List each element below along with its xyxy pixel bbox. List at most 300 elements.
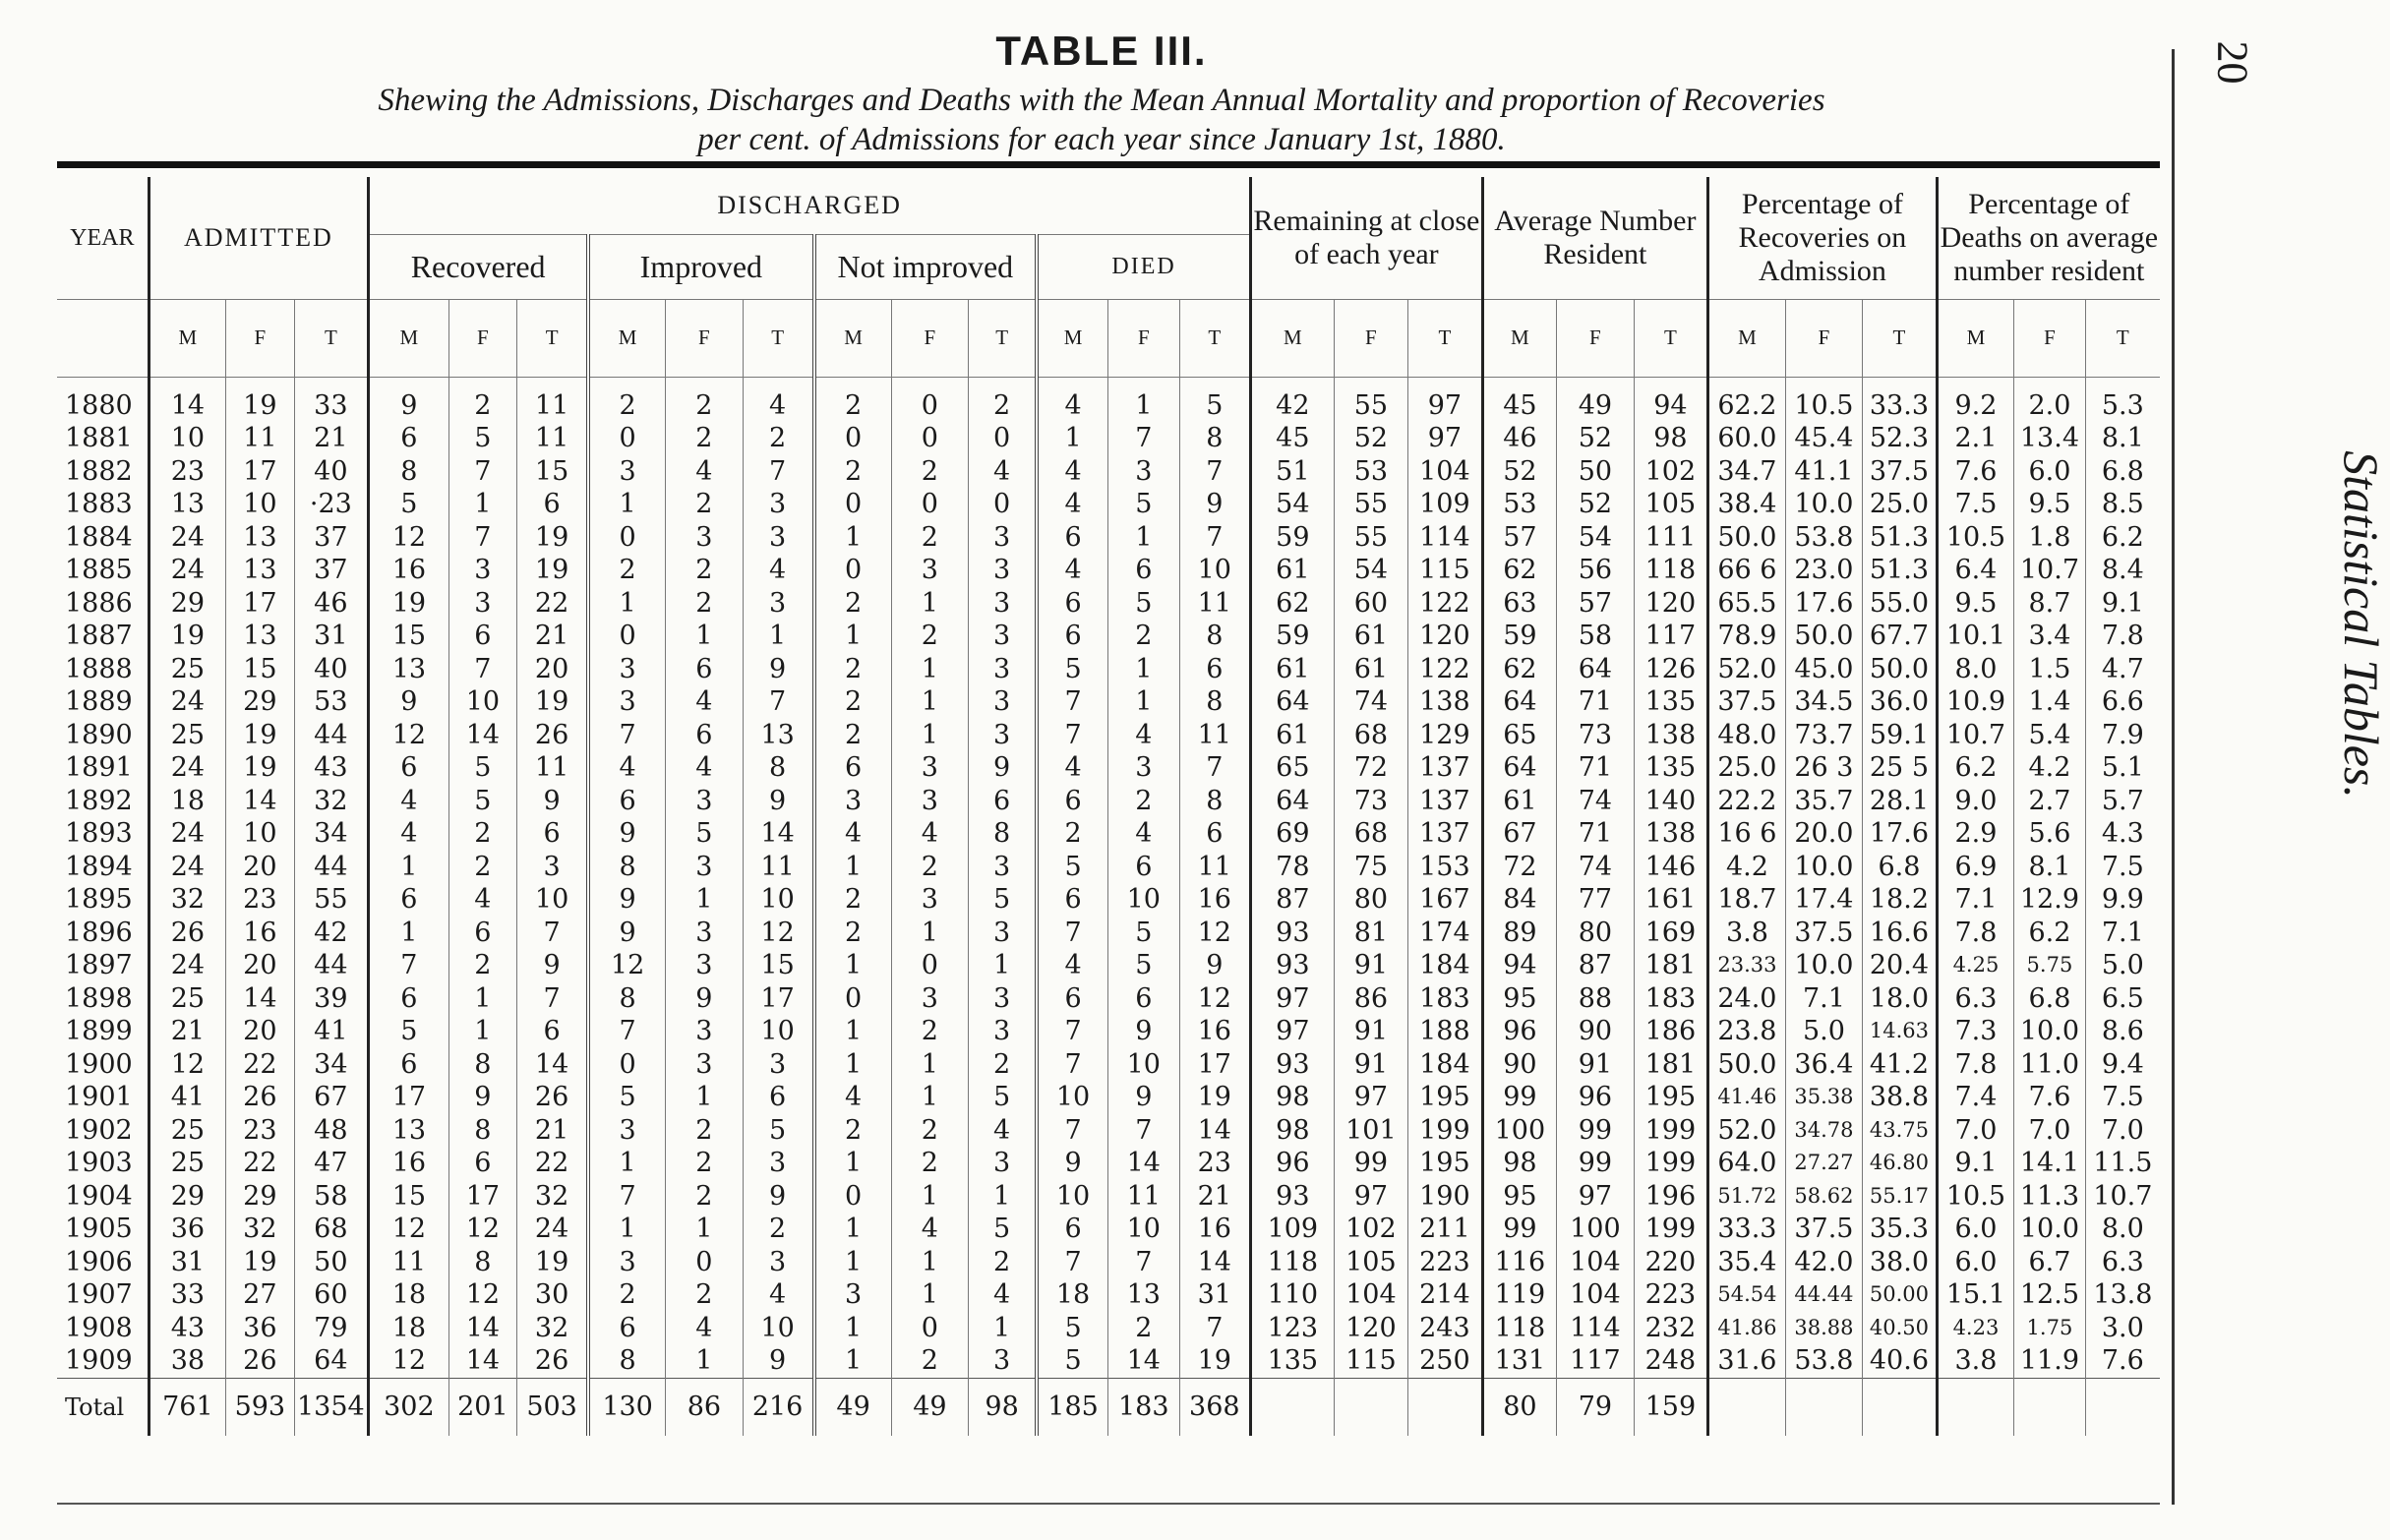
data-cell: 32: [517, 1312, 588, 1345]
data-cell: 14: [743, 817, 813, 851]
data-cell: 57: [1482, 521, 1557, 555]
mft-label: T: [1408, 299, 1483, 377]
data-cell: 36: [149, 1213, 226, 1246]
data-cell: 94: [1482, 949, 1557, 982]
data-cell: 66 6: [1708, 554, 1786, 587]
data-cell: 45.0: [1785, 653, 1863, 686]
total-cell: 185: [1037, 1378, 1107, 1436]
table-row: [57, 377, 2160, 422]
data-cell: 4.2: [1708, 851, 1786, 884]
data-cell: 50: [294, 1246, 369, 1279]
data-cell: 2: [814, 377, 892, 422]
data-cell: 25: [149, 719, 226, 752]
data-cell: 2: [814, 917, 892, 950]
data-cell: 11: [1108, 1180, 1179, 1214]
table-row: [57, 521, 2160, 555]
data-cell: 26 3: [1785, 751, 1863, 785]
data-cell: 11: [517, 377, 588, 422]
data-cell: 19: [517, 521, 588, 555]
data-cell: 10: [1037, 1180, 1107, 1214]
table-row: [57, 785, 2160, 818]
data-cell: 21: [1179, 1180, 1251, 1214]
data-cell: 14: [1179, 1246, 1251, 1279]
data-cell: 4: [666, 751, 744, 785]
data-cell: 3: [969, 521, 1037, 555]
data-cell: 9: [1179, 488, 1251, 521]
data-cell: 11.3: [2014, 1180, 2085, 1214]
data-cell: 5: [969, 1213, 1037, 1246]
data-cell: 53: [1334, 455, 1408, 489]
data-cell: 3: [891, 554, 969, 587]
data-cell: 57: [1557, 587, 1635, 621]
data-cell: 195: [1408, 1081, 1483, 1114]
data-cell: 6: [448, 917, 516, 950]
data-cell: 3: [969, 982, 1037, 1016]
data-cell: 3: [666, 851, 744, 884]
data-cell: 48.0: [1708, 719, 1786, 752]
data-cell: 9: [1179, 949, 1251, 982]
data-cell: 19: [149, 620, 226, 653]
data-cell: 1: [814, 1015, 892, 1048]
year-cell: 1883: [65, 489, 133, 519]
data-cell: 2: [891, 1114, 969, 1148]
data-cell: 3: [891, 982, 969, 1016]
data-cell: 118: [1482, 1312, 1557, 1345]
data-cell: 8: [448, 1114, 516, 1148]
data-cell: 27.27: [1785, 1147, 1863, 1180]
data-cell: 22: [226, 1147, 294, 1180]
data-cell: 2: [1108, 785, 1179, 818]
data-cell: 84: [1482, 883, 1557, 917]
data-cell: 7: [369, 949, 449, 982]
data-cell: 93: [1251, 1048, 1335, 1082]
data-cell: 232: [1634, 1312, 1708, 1345]
data-cell: 7.1: [1785, 982, 1863, 1016]
data-cell: 9: [1108, 1081, 1179, 1114]
data-cell: 96: [1251, 1147, 1335, 1180]
data-cell: 12: [1179, 982, 1251, 1016]
data-cell: 9: [517, 785, 588, 818]
data-cell: 23: [226, 1114, 294, 1148]
data-cell: 7: [1108, 1114, 1179, 1148]
data-cell: 25: [149, 1114, 226, 1148]
data-cell: 138: [1634, 817, 1708, 851]
data-cell: 9: [517, 949, 588, 982]
data-cell: 9.4: [2085, 1048, 2160, 1082]
data-cell: 51: [1251, 455, 1335, 489]
data-cell: 67: [294, 1081, 369, 1114]
data-cell: 1: [969, 949, 1037, 982]
data-cell: 38.0: [1863, 1246, 1938, 1279]
data-cell: 122: [1408, 587, 1483, 621]
data-cell: 4: [448, 883, 516, 917]
total-cell: 86: [666, 1378, 744, 1436]
total-cell: [1251, 1378, 1335, 1436]
data-cell: 4: [369, 785, 449, 818]
data-cell: 0: [814, 554, 892, 587]
data-cell: 243: [1408, 1312, 1483, 1345]
data-cell: 3: [666, 785, 744, 818]
data-cell: 74: [1557, 785, 1635, 818]
data-cell: 18.7: [1708, 883, 1786, 917]
data-cell: 138: [1634, 719, 1708, 752]
data-cell: 2: [666, 377, 744, 422]
data-cell: 93: [1251, 949, 1335, 982]
data-cell: 13: [369, 653, 449, 686]
data-cell: 7.6: [2014, 1081, 2085, 1114]
data-cell: 2: [891, 521, 969, 555]
data-cell: 3: [743, 587, 813, 621]
data-cell: 23: [226, 883, 294, 917]
data-cell: 19: [226, 377, 294, 422]
data-cell: 7: [517, 982, 588, 1016]
data-cell: 35.38: [1785, 1081, 1863, 1114]
data-cell: 8.6: [2085, 1015, 2160, 1048]
total-cell: 183: [1108, 1378, 1179, 1436]
data-cell: 8.1: [2085, 422, 2160, 455]
data-cell: 4: [1037, 949, 1107, 982]
data-cell: 5: [969, 1081, 1037, 1114]
data-cell: 4: [588, 751, 666, 785]
data-cell: 26: [149, 917, 226, 950]
data-cell: 54: [1557, 521, 1635, 555]
data-cell: 4: [743, 554, 813, 587]
data-cell: 2: [891, 1344, 969, 1378]
data-cell: 14: [1108, 1344, 1179, 1378]
data-cell: 6: [448, 1147, 516, 1180]
data-cell: 52: [1334, 422, 1408, 455]
data-cell: 9.9: [2085, 883, 2160, 917]
data-cell: 3.4: [2014, 620, 2085, 653]
data-cell: 2: [666, 1114, 744, 1148]
data-cell: 0: [969, 488, 1037, 521]
data-cell: 4: [743, 1278, 813, 1312]
data-cell: 4: [814, 817, 892, 851]
data-cell: 4: [743, 377, 813, 422]
data-cell: 3: [666, 1015, 744, 1048]
data-cell: 2: [814, 685, 892, 719]
data-cell: 1: [891, 1081, 969, 1114]
data-cell: 3: [969, 851, 1037, 884]
table-row: [57, 620, 2160, 653]
data-cell: 40: [294, 653, 369, 686]
data-cell: 8: [448, 1048, 516, 1082]
data-cell: 22: [517, 587, 588, 621]
data-cell: 6: [369, 883, 449, 917]
data-cell: 3: [969, 917, 1037, 950]
data-cell: 62.2: [1708, 377, 1786, 422]
data-cell: 99: [1557, 1147, 1635, 1180]
data-cell: 16: [1179, 1015, 1251, 1048]
mft-label: T: [294, 299, 369, 377]
data-cell: 2: [666, 1180, 744, 1214]
total-cell: 216: [743, 1378, 813, 1436]
data-cell: 8: [588, 1344, 666, 1378]
data-cell: 97: [1334, 1081, 1408, 1114]
data-cell: 40.50: [1863, 1312, 1938, 1345]
data-cell: 73: [1557, 719, 1635, 752]
data-cell: 10: [226, 817, 294, 851]
data-cell: 188: [1408, 1015, 1483, 1048]
data-cell: 137: [1408, 817, 1483, 851]
data-cell: 13: [743, 719, 813, 752]
data-cell: 33.3: [1863, 377, 1938, 422]
data-cell: 69: [1251, 817, 1335, 851]
data-cell: 8.0: [1937, 653, 2014, 686]
data-cell: 2: [448, 949, 516, 982]
data-cell: 220: [1634, 1246, 1708, 1279]
data-cell: 37.5: [1785, 1213, 1863, 1246]
data-cell: 26: [517, 719, 588, 752]
data-cell: 8: [1179, 685, 1251, 719]
year-cell: 1895: [65, 884, 133, 915]
data-cell: 104: [1408, 455, 1483, 489]
data-cell: 7.0: [2085, 1114, 2160, 1148]
year-cell: 1880: [65, 389, 133, 421]
data-cell: 1: [891, 917, 969, 950]
table-row: [57, 1344, 2160, 1378]
data-cell: 47: [294, 1147, 369, 1180]
data-cell: 38.88: [1785, 1312, 1863, 1345]
data-cell: 3: [891, 751, 969, 785]
data-cell: 8: [1179, 785, 1251, 818]
data-cell: 101: [1334, 1114, 1408, 1148]
data-cell: 22.2: [1708, 785, 1786, 818]
data-cell: 5: [448, 785, 516, 818]
data-cell: 4: [666, 685, 744, 719]
data-cell: 50.00: [1863, 1278, 1938, 1312]
data-cell: 5.6: [2014, 817, 2085, 851]
data-cell: 6: [969, 785, 1037, 818]
data-cell: 26: [517, 1081, 588, 1114]
data-cell: 91: [1334, 1015, 1408, 1048]
year-cell: 1889: [65, 686, 133, 717]
data-cell: 0: [588, 422, 666, 455]
data-cell: 21: [517, 620, 588, 653]
data-cell: 20.0: [1785, 817, 1863, 851]
mft-header-row: [57, 299, 2160, 377]
data-cell: 140: [1634, 785, 1708, 818]
data-cell: 7: [1108, 422, 1179, 455]
data-cell: 8.4: [2085, 554, 2160, 587]
data-cell: 10.5: [1937, 521, 2014, 555]
data-cell: 1: [891, 653, 969, 686]
data-cell: 64.0: [1708, 1147, 1786, 1180]
year-cell: 1901: [65, 1082, 133, 1112]
data-cell: 1: [666, 1344, 744, 1378]
data-cell: 17.6: [1785, 587, 1863, 621]
data-cell: 6: [1108, 982, 1179, 1016]
data-cell: 10.7: [1937, 719, 2014, 752]
data-cell: 64: [1251, 685, 1335, 719]
data-cell: 126: [1634, 653, 1708, 686]
data-cell: 91: [1557, 1048, 1635, 1082]
data-cell: 9: [969, 751, 1037, 785]
data-cell: 167: [1408, 883, 1483, 917]
data-cell: 4: [969, 1114, 1037, 1148]
data-cell: 10.0: [1785, 949, 1863, 982]
data-cell: 2: [814, 883, 892, 917]
data-cell: 1: [891, 719, 969, 752]
not-improved-header: Not improved: [814, 234, 1037, 299]
data-cell: 17: [743, 982, 813, 1016]
data-cell: 43.75: [1863, 1114, 1938, 1148]
data-cell: 24: [149, 685, 226, 719]
data-cell: 29: [226, 685, 294, 719]
data-cell: 2: [666, 554, 744, 587]
data-cell: 5: [369, 488, 449, 521]
data-cell: 52.0: [1708, 1114, 1786, 1148]
page-number: 20: [2208, 40, 2257, 85]
data-cell: 0: [814, 422, 892, 455]
data-cell: 1: [1037, 422, 1107, 455]
data-cell: 199: [1408, 1114, 1483, 1148]
data-cell: 55: [1334, 521, 1408, 555]
data-cell: 22: [226, 1048, 294, 1082]
data-cell: 14: [1179, 1114, 1251, 1148]
data-cell: 7: [1037, 1048, 1107, 1082]
table-row: [57, 1246, 2160, 1279]
data-cell: 1: [588, 1213, 666, 1246]
data-cell: 7.1: [1937, 883, 2014, 917]
data-cell: 10.0: [1785, 851, 1863, 884]
data-cell: 26: [226, 1344, 294, 1378]
data-cell: 10.5: [1785, 377, 1863, 422]
data-cell: 68: [1334, 719, 1408, 752]
data-cell: 98: [1634, 422, 1708, 455]
mft-label: F: [2014, 299, 2085, 377]
data-cell: 1: [743, 620, 813, 653]
data-cell: 36: [226, 1312, 294, 1345]
data-cell: 62: [1482, 554, 1557, 587]
data-cell: 2: [666, 1278, 744, 1312]
data-cell: 3: [743, 1246, 813, 1279]
data-cell: 41.1: [1785, 455, 1863, 489]
data-cell: 123: [1251, 1312, 1335, 1345]
data-cell: 6.0: [2014, 455, 2085, 489]
data-cell: 24.0: [1708, 982, 1786, 1016]
data-cell: 1: [666, 1213, 744, 1246]
data-cell: 2: [588, 1278, 666, 1312]
data-cell: 46: [294, 587, 369, 621]
data-cell: 64: [1557, 653, 1635, 686]
data-cell: 9: [588, 817, 666, 851]
data-cell: 146: [1634, 851, 1708, 884]
data-cell: 114: [1408, 521, 1483, 555]
data-cell: 181: [1634, 949, 1708, 982]
total-cell: [1785, 1378, 1863, 1436]
data-cell: 5: [1108, 949, 1179, 982]
year-cell: 1907: [65, 1279, 133, 1310]
data-cell: 34.5: [1785, 685, 1863, 719]
side-running-title: Statistical Tables.: [2334, 450, 2389, 799]
data-cell: 8: [969, 817, 1037, 851]
data-cell: 5.0: [1785, 1015, 1863, 1048]
data-cell: 95: [1482, 1180, 1557, 1214]
data-cell: 20: [226, 1015, 294, 1048]
data-cell: 4: [1037, 488, 1107, 521]
data-cell: 10.0: [1785, 488, 1863, 521]
data-cell: 4: [1037, 751, 1107, 785]
data-cell: 3: [969, 587, 1037, 621]
data-cell: 6: [666, 653, 744, 686]
table-row: [57, 488, 2160, 521]
data-cell: 7.5: [2085, 851, 2160, 884]
data-cell: 11: [1179, 587, 1251, 621]
data-cell: 116: [1482, 1246, 1557, 1279]
data-cell: 1: [891, 587, 969, 621]
data-cell: 7.6: [1937, 455, 2014, 489]
table-row: [57, 851, 2160, 884]
data-cell: 5: [743, 1114, 813, 1148]
data-cell: 7: [517, 917, 588, 950]
data-cell: 10: [1108, 883, 1179, 917]
data-cell: 99: [1334, 1147, 1408, 1180]
data-cell: 33.3: [1708, 1213, 1786, 1246]
data-cell: 67: [1482, 817, 1557, 851]
data-cell: 61: [1251, 653, 1335, 686]
data-cell: 16: [1179, 1213, 1251, 1246]
mft-label: M: [1937, 299, 2014, 377]
data-cell: 7: [1179, 751, 1251, 785]
data-cell: 1: [814, 1048, 892, 1082]
data-cell: 9: [1037, 1147, 1107, 1180]
pct-recoveries-header: Percentage of Recoveries on Admission: [1708, 177, 1938, 299]
blank-cell: [57, 299, 149, 377]
total-cell: 1354: [294, 1378, 369, 1436]
data-cell: 55: [1334, 377, 1408, 422]
data-cell: 3.0: [2085, 1312, 2160, 1345]
data-cell: 27: [226, 1278, 294, 1312]
discharged-header: DISCHARGED: [369, 177, 1251, 234]
data-cell: 9.5: [2014, 488, 2085, 521]
data-cell: 55.17: [1863, 1180, 1938, 1214]
data-cell: 59.1: [1863, 719, 1938, 752]
data-cell: 54: [1334, 554, 1408, 587]
data-cell: 12: [149, 1048, 226, 1082]
data-cell: 19: [517, 1246, 588, 1279]
data-cell: 44: [294, 719, 369, 752]
data-cell: 1: [448, 488, 516, 521]
year-cell: 1900: [65, 1048, 133, 1080]
data-cell: 34.78: [1785, 1114, 1863, 1148]
data-cell: 11: [369, 1246, 449, 1279]
data-cell: 0: [891, 422, 969, 455]
data-cell: 1: [814, 1147, 892, 1180]
data-cell: 9: [1108, 1015, 1179, 1048]
data-cell: 51.72: [1708, 1180, 1786, 1214]
data-cell: 3: [666, 949, 744, 982]
data-cell: 9: [588, 917, 666, 950]
data-cell: 6: [1179, 653, 1251, 686]
data-cell: 7.6: [2085, 1344, 2160, 1378]
data-cell: 90: [1482, 1048, 1557, 1082]
data-cell: 38: [149, 1344, 226, 1378]
data-cell: 17: [226, 455, 294, 489]
mft-label: F: [226, 299, 294, 377]
data-cell: 16 6: [1708, 817, 1786, 851]
data-cell: 9.2: [1937, 377, 2014, 422]
data-cell: 6: [369, 751, 449, 785]
data-cell: 248: [1634, 1344, 1708, 1378]
data-cell: 10: [517, 883, 588, 917]
data-cell: 44: [294, 851, 369, 884]
data-cell: 0: [891, 1312, 969, 1345]
data-cell: 15.1: [1937, 1278, 2014, 1312]
data-cell: 12.9: [2014, 883, 2085, 917]
data-cell: 1: [369, 851, 449, 884]
data-cell: 93: [1251, 917, 1335, 950]
